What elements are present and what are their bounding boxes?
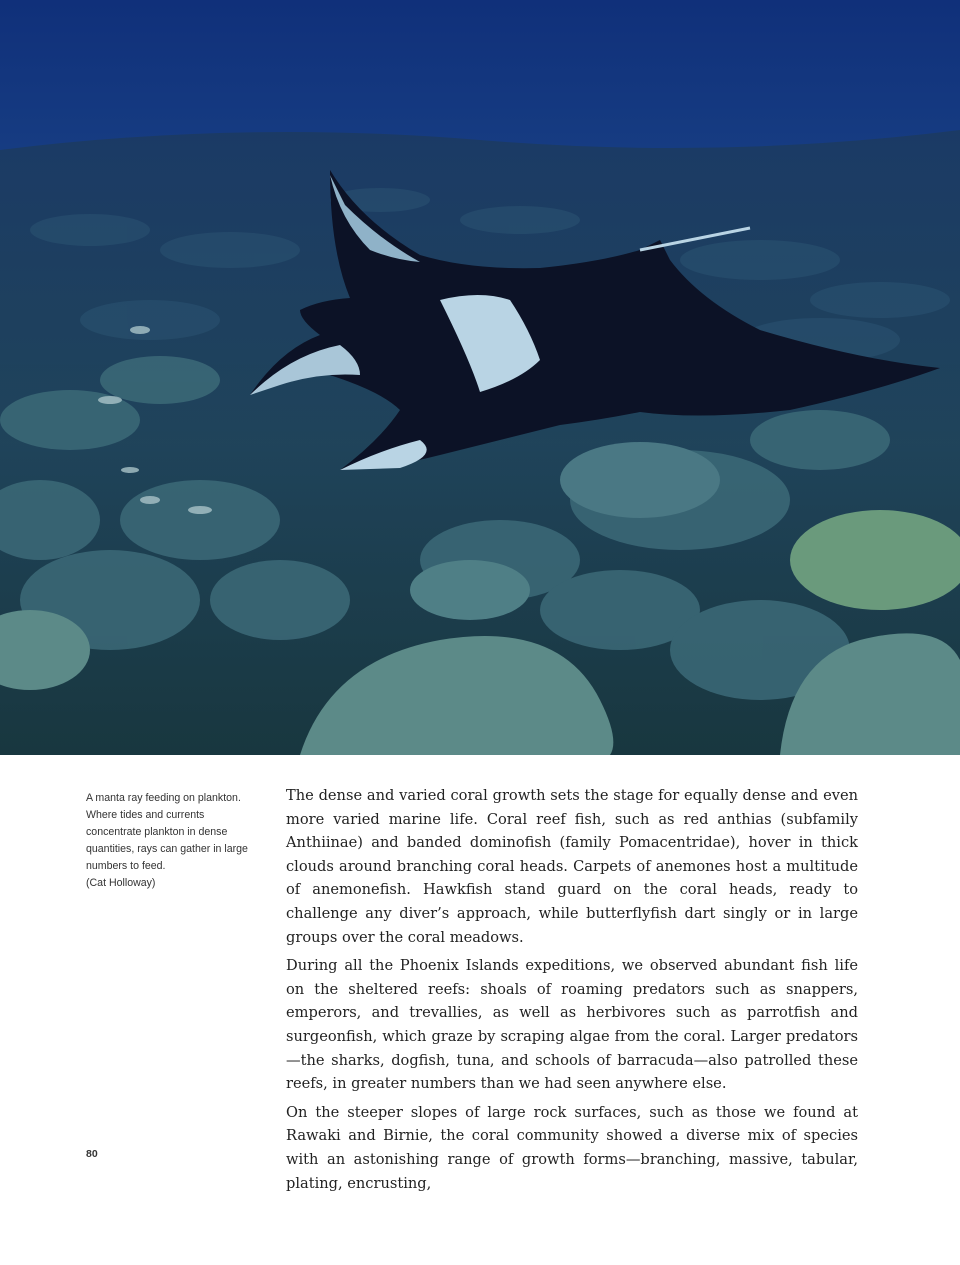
body-text — [286, 784, 858, 1200]
paragraph-1: The dense and varied coral growth sets the stage for equally dense and even more varied marine life. Coral reef fish, such as red anthias (subfamily Anthiinae) and banded dominofish (family Pomacentridae), hover in thick clouds around branching coral heads. Carpets of anemones host a multitude of anemonefish. Hawkfish stand guard on the coral heads, ready to challenge any diver’s approach, while butterflyfish dart singly or in large groups over the coral meadows. — [286, 787, 858, 946]
photo-caption — [86, 790, 256, 892]
caption-text: A manta ray feeding on plankton. Where tides and currents concentrate plankton in dense quantities, rays can gather in large numbers to feed. — [86, 792, 248, 872]
page-number: 80 — [86, 1148, 98, 1160]
paragraph-3: On the steeper slopes of large rock surfaces, such as those we found at Rawaki and Birnie, the coral community showed a diverse mix of species with an astonishing range of growth forms—branching, massive, tabular, plating, encrusting, — [286, 1103, 858, 1192]
paragraph-2: During all the Phoenix Islands expeditions, we observed abundant fish life on the sheltered reefs: shoals of roaming predators such as snappers, emperors, and trevallies, as well as herbivores such as parrotfish and surgeonfish, which graze by scraping algae from the coral. Larger predators—the sharks, dogfish, tuna, and schools of barracuda—also patrolled these reefs, in greater numbers than we had seen anywhere else. — [286, 957, 858, 1093]
caption-credit: (Cat Holloway) — [86, 877, 156, 889]
